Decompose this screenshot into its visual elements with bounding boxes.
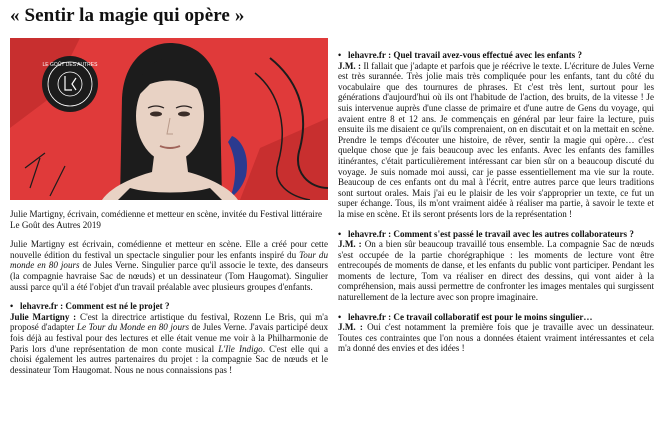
article-headline: « Sentir la magie qui opère » bbox=[10, 5, 245, 26]
left-column bbox=[10, 209, 328, 385]
interview-question: • lehavre.fr : Comment s'est passé le travail avec les autres collaborateurs ? bbox=[338, 228, 634, 239]
intro-paragraph: Julie Martigny est écrivain, comédienne et metteur en scène. Elle a créé pour cette nouvelle édition du festival un spectacle singulier pour les enfants inspiré du Tour du monde en 80 jours de Jules Verne. Singulier parce qu'il associe le texte, des danseurs (la compagnie havraise Sac de nœuds) et un dessinateur (Tom Haugomat). Singulier aussi parce qu'il a été l'objet d'un travail préalable avec plusieurs groupes d'enfants. bbox=[10, 239, 328, 292]
interview-answer: J.M. : Oui c'est notamment la première fois que je travaille avec un dessinateur. Toutes ces contraintes que l'on nous a données étaient vraiment intéressantes et cela m'a donné des envies et des idées ! bbox=[338, 322, 654, 354]
interview-question: • lehavre.fr : Comment est né le projet ? bbox=[10, 301, 170, 312]
interview-block-4 bbox=[338, 312, 654, 354]
interview-block-3 bbox=[338, 229, 654, 303]
interview-block-1 bbox=[10, 301, 328, 375]
speaker-label: J.M. : bbox=[338, 60, 362, 71]
bullet-icon: • bbox=[10, 301, 14, 312]
speaker-label: Julie Martigny : bbox=[10, 311, 77, 322]
interview-answer: J.M. : On a bien sûr beaucoup travaillé tous ensemble. La compagnie Sac de nœuds s'est occupée de la partie chorégraphique : les moments de lecture vont être entrecoupés de moments de danse, et les enfants du public vont participer. Pendant les moments de lecture, Tom va réaliser en direct des dessins, qui vont aider à la compréhension, mais aussi permettre de confronter les images mentales qui surgissent naturellement de la lecture avec son propre imaginaire. bbox=[338, 239, 654, 303]
bullet-icon: • bbox=[338, 50, 342, 60]
speaker-label: J.M. : bbox=[338, 239, 362, 250]
bullet-icon: • bbox=[338, 228, 342, 239]
book-title: Tour du monde en 80 jours bbox=[10, 249, 328, 271]
interview-answer: J.M. : Il fallait que j'adapte et parfois que je réécrive le texte. L'écriture de Jules Verne est très surannée. Très jolie mais très compliquée pour les enfants, tant du côté du vocabulaire que des tournures de phrases. Et c'est très lent, surtout pour les générations d'aujourd'hui où ils ont l'habitude de l'action, des bruits, de la vitesse ! Je suis intervenue auprès d'une classe de primaire et d'une autre de Gens du voyage, qui avaient entre 8 et 12 ans. Je commençais en général par leur faire la lecture, puis ensuite ils me disaient ce qu'ils comprenaient, on en discutait et on la mettait en scène. Prendre le temps d'écouter une histoire, de rêver, sentir la magie qui opère… c'est quelque chose que je fais beaucoup avec les enfants. Avec les enfants des familles itinérantes, c'était particulièrement intéressant car bien sûr on a beaucoup discuté du voyage. Je suis nomade moi aussi, car je passe essentiellement ma vie sur la route. Beaucoup de ces enfants ont du mal à l'écrit, entre autres parce que leurs traditions sont surtout orales. Mais j'ai eu le plaisir de les voir s'approprier un texte, ce fut un super échange. Tous, ils m'ont vraiment aidée à réaliser ma partie, à savoir le texte et la mise en scène. Et ils seront présents lors de la représentation ! bbox=[338, 60, 654, 219]
portrait-photo bbox=[10, 38, 328, 200]
interview-question: • lehavre.fr : Ce travail collaboratif est pour le moins singulier… bbox=[338, 311, 593, 322]
interview-block-2 bbox=[338, 50, 654, 220]
interview-question: • lehavre.fr : Quel travail avez-vous effectué avec les enfants ? bbox=[338, 50, 583, 60]
right-column bbox=[338, 50, 654, 363]
photo-caption: Julie Martigny, écrivain, comédienne et metteur en scène, invitée du Festival littéraire Le Goût des Autres 2019 bbox=[10, 209, 323, 230]
bullet-icon: • bbox=[338, 311, 342, 322]
interview-answer: Julie Martigny : C'est la directrice artistique du festival, Rozenn Le Bris, qui m'a proposé d'adapter Le Tour du Monde en 80 jours de Jules Verne. J'avais participé deux fois déjà au festival pour des lectures et elle était venue me voir à la Philharmonie de Paris lors d'une représentation de mon conte musical L'Ile Indigo. C'est elle qui a choisi également les autres partenaires du projet : la compagnie Sac de nœuds et le dessinateur Tom Haugomat. Nous ne nous connaissions pas ! bbox=[10, 311, 329, 375]
badge-text: LE GOÛT DES AUTRES bbox=[42, 62, 98, 68]
speaker-label: J.M. : bbox=[338, 322, 363, 333]
